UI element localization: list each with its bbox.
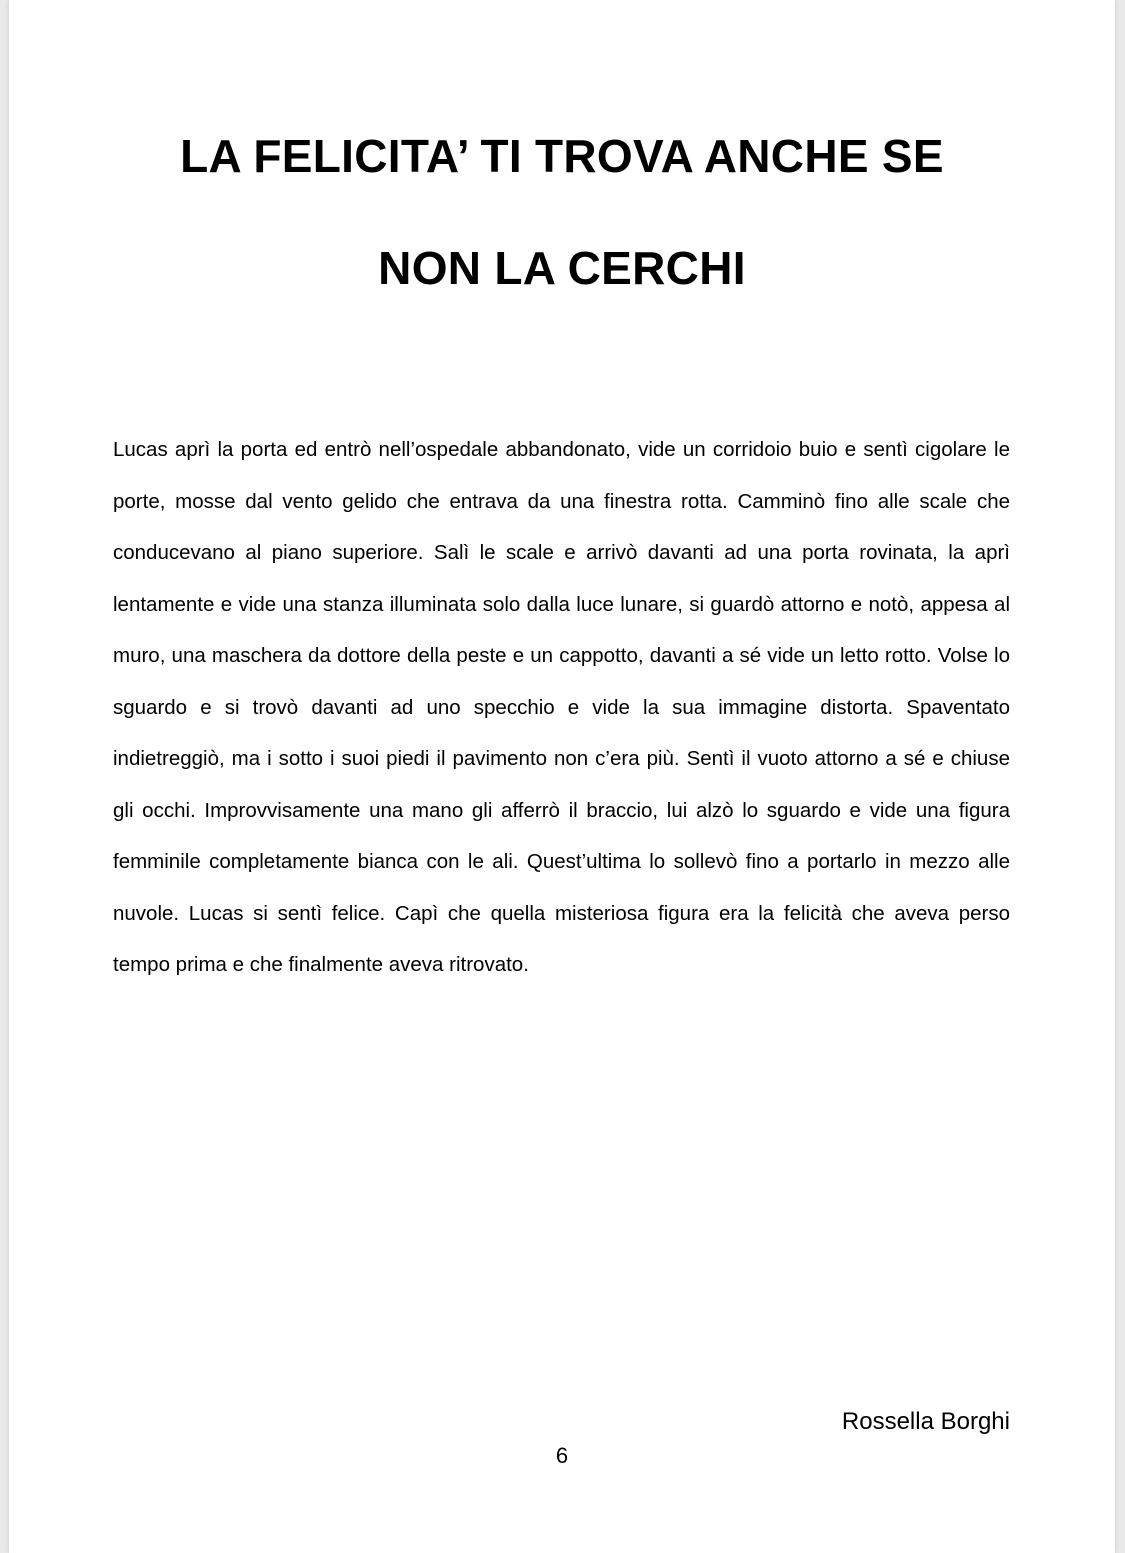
page-number: 6 — [555, 1443, 569, 1468]
title-line-1: LA FELICITA’ TI TROVA ANCHE SE — [180, 130, 944, 182]
title-line-2: NON LA CERCHI — [378, 242, 746, 294]
story-paragraph: Lucas aprì la porta ed entrò nell’ospedale abbandonato, vide un corridoio buio e sentì cigolare le porte, mosse dal vento gelido che entrava da una finestra rotta. Camminò fino alle scale che conducevano al piano superiore. Salì le scale e arrivò davanti ad una porta rovinata, la aprì lentamente e vide una stanza illuminata solo dalla luce lunare, si guardò attorno e notò, appesa al muro, una maschera da dottore della peste e un cappotto, davanti a sé vide un letto rotto. Volse lo sguardo e si trovò davanti ad uno specchio e vide la sua immagine distorta. Spaventato indietreggiò, ma i sotto i suoi piedi il pavimento non c’era più. Sentì il vuoto attorno a sé e chiuse gli occhi. Improvvisamente una mano gli afferrò il braccio, lui alzò lo sguardo e vide una figura femminile completamente bianca con le ali. Quest’ultima lo sollevò fino a portarlo in mezzo alle nuvole. Lucas si sentì felice. Capì che quella misteriosa figura era la felicità che aveva perso tempo prima e che finalmente aveva ritrovato. — [113, 438, 1010, 976]
document-page — [9, 0, 1115, 1553]
author-name: Rossella Borghi — [841, 1408, 1010, 1435]
